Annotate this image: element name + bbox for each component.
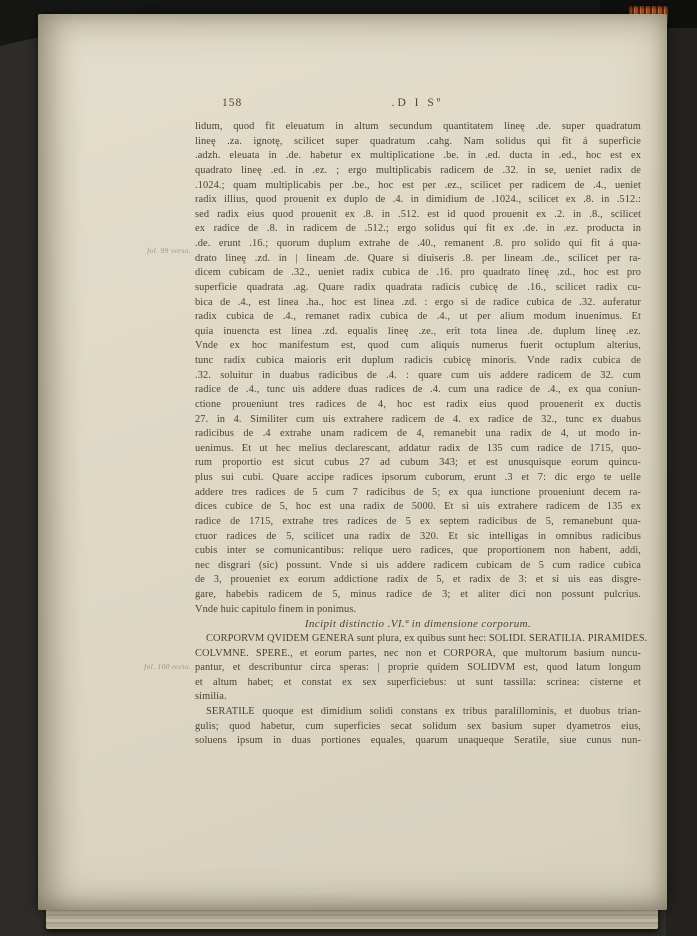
paragraph-2 [195, 632, 648, 705]
text-line: tunc radix cubica maioris erit duplum radicis cubicę minoris. Vnde radix cubica de [195, 355, 641, 366]
text-block [195, 120, 648, 749]
text-line: gulis; quod habetur, cum superficies secat solidum sex basium super dyametros eius, [195, 720, 641, 732]
text-line: ex radice de .8. in radicem de .512.; ergo solidus qui fit ex .de. in .ez. producta in [195, 223, 641, 235]
text-line: ctuor radices de 5, scilicet una radix de 320. Et sic intelligas in omnibus radicibus [195, 530, 641, 542]
text-line: lineę .za. ignotę, scilicet super quadratum .cahg. Nam solidus qui fit á superficie [195, 135, 641, 147]
text-line: cubis inter se comunicantibus: relique uero radices, que proportionem non habent, addi, [195, 545, 641, 557]
text-line: .de. erunt .16.; quorum duplum extrahe de .40., remanent .8. pro solido qui fit á qua- [195, 238, 641, 249]
page-number: 158 [222, 97, 243, 109]
paragraph-1 [195, 120, 641, 617]
text-line: drato lineę .zd. in | lineam .de. Quare si diuiseris .8. per lineam .de., scilicet per ra- [195, 252, 641, 264]
text-line: radicibus de .4 extrahe unam radicem de 4, remanebit una radix de 4, ut modo in- [195, 428, 641, 440]
text-line: SERATILE quoque est dimidium solidi constans ex tribus paralillominis, et duobus trian- [206, 706, 641, 717]
margin-note-fol-99: fol. 99 verso. [147, 246, 191, 255]
text-line: sed radix eius quod prouenit ex .8. in .512. est id quod prouenit ex .2. in .8., scilicet [195, 208, 641, 220]
margin-note-fol-100: fol. 100 recto. [144, 662, 191, 671]
text-line: radice de .4., tunc uis addere duas radices de .4. cum una radice de .4., ex qua coniun- [195, 384, 641, 396]
text-line: radix illius, quod prouenit ex duplo de .4. in dimidium de .1024., scilicet ex .8. in .512.: [195, 194, 641, 206]
text-line: Vnde huic capitulo finem in ponimus. [195, 603, 357, 615]
text-line: quadrato lineę .ed. in .ez. ; ergo multiplicabis radicem de .32. in se, ueniet radix de [195, 164, 641, 176]
text-line: et altum habet; et constat ex sex superficiebus: ut sunt tassilla: scrinea: cisterne et [195, 676, 641, 688]
text-line: pantur, et describuntur circa speras: | proprie quidem SOLIDVM est, quod latum longum [195, 662, 641, 674]
text-line: .1024.; quam multiplicabis per .be., hoc est per .ez., scilicet per radicem de .4., ueniet [195, 179, 641, 191]
running-head [195, 97, 640, 112]
running-title: .D I Sº [391, 97, 444, 109]
text-line: gare, habebis radicem de 5, minus radice de 3; et aliter dici non possunt pulcrius. [195, 589, 641, 600]
text-line: 27. in 4. Similiter cum uis extrahere radicem de 4. ex radice de 32., tunc ex duabus [195, 413, 641, 425]
text-line: dices cubice de 5, hoc est una radix de 5000. Et si uis extrahere radicem de 135 ex [195, 501, 641, 513]
text-line: uenimus. Et ut hec melius declarescant, addatur radix de 135 cum radice de 1715, quo- [195, 442, 641, 454]
text-line: soluens ipsum in duas portiones equales, quarum unaqueque Seratile, siue cunus nun- [195, 735, 641, 747]
text-line: bica de .4., est linea .ha., hoc est linea .zd. : ergo si de radice cubica de .32. auferatur [195, 296, 641, 308]
text-line: quia inuencta est linea .zd. equalis lineę .ze., erit tota linea .de. duplum lineę .ez. [195, 325, 641, 337]
text-line: de 3, proueniet ex eorum addictione radix de 5, et radix de 3: et si uis eas disgre- [195, 574, 641, 586]
text-line: .adzh. eleuata in .de. habetur ex multiplicatione .be. in .ed. ducta in .ed., hoc est ex [195, 150, 641, 162]
text-line: superficie quadrata .ag. Quare radix quadrata radicis cubicę de .16., scilicet radix cu- [195, 281, 641, 293]
paragraph-3 [195, 705, 641, 749]
text-line: .32. soluitur in duabus radicibus de .4. : quare cum uis addere radicem de 32. cum [195, 369, 641, 381]
text-line: similia. [195, 691, 227, 703]
text-line: radix cubica de .4., remanet radix cubica de .4., ut per alium modum inuenimus. Et [195, 311, 641, 323]
section-heading: Incipit distinctio .VI.ª in dimensione corporum. [304, 618, 532, 631]
text-line: Vnde ex hoc manifestum est, quod cum aliquis numerus fuerit octuplum alterius, [195, 340, 641, 352]
text-line: dicem cubicam de .32., ueniet radix cubica de .16. pro quadrato lineę .zd., hoc est pro [195, 267, 641, 279]
text-line: CORPORVM QVIDEM GENERA sunt plura, ex quibus sunt hec: SOLIDI. SERATILIA. PIRAMIDES. [206, 632, 648, 644]
text-line: ctione proueniunt tres radices de 4, hoc est radix eius quod prouenerit ex ductis [195, 398, 641, 410]
text-line: radice de 1715, extrahe tres radices de 5 ex septem radicibus de 5, remanebunt qua- [195, 515, 641, 527]
text-line: addere tres radices de 5 cum 7 radicibus de 5; ex qua iunctione proueniunt decem ra- [195, 486, 641, 498]
text-line: plus sui cubi. Quare accipe radices ipsorum cuborum, erunt .3 et 7: dic ergo te uelle [195, 472, 641, 483]
text-line: nec disgrari (sic) possunt. Vnde si uis addere radicem cubicam de 5 cum radice cubica [195, 559, 641, 571]
text-line: COLVMNE. SPERE., et eorum partes, nec non et CORPORA, que multorum basium nuncu- [195, 647, 641, 659]
text-line: lidum, quod fit eleuatum in altum secundum quantitatem lineę .de. super quadratum [195, 121, 641, 132]
background-right-edge [666, 0, 697, 936]
text-line: rum proportio est sicut cubus 27 ad cubum 343; et est unusquisque eorum quincu- [195, 457, 641, 469]
